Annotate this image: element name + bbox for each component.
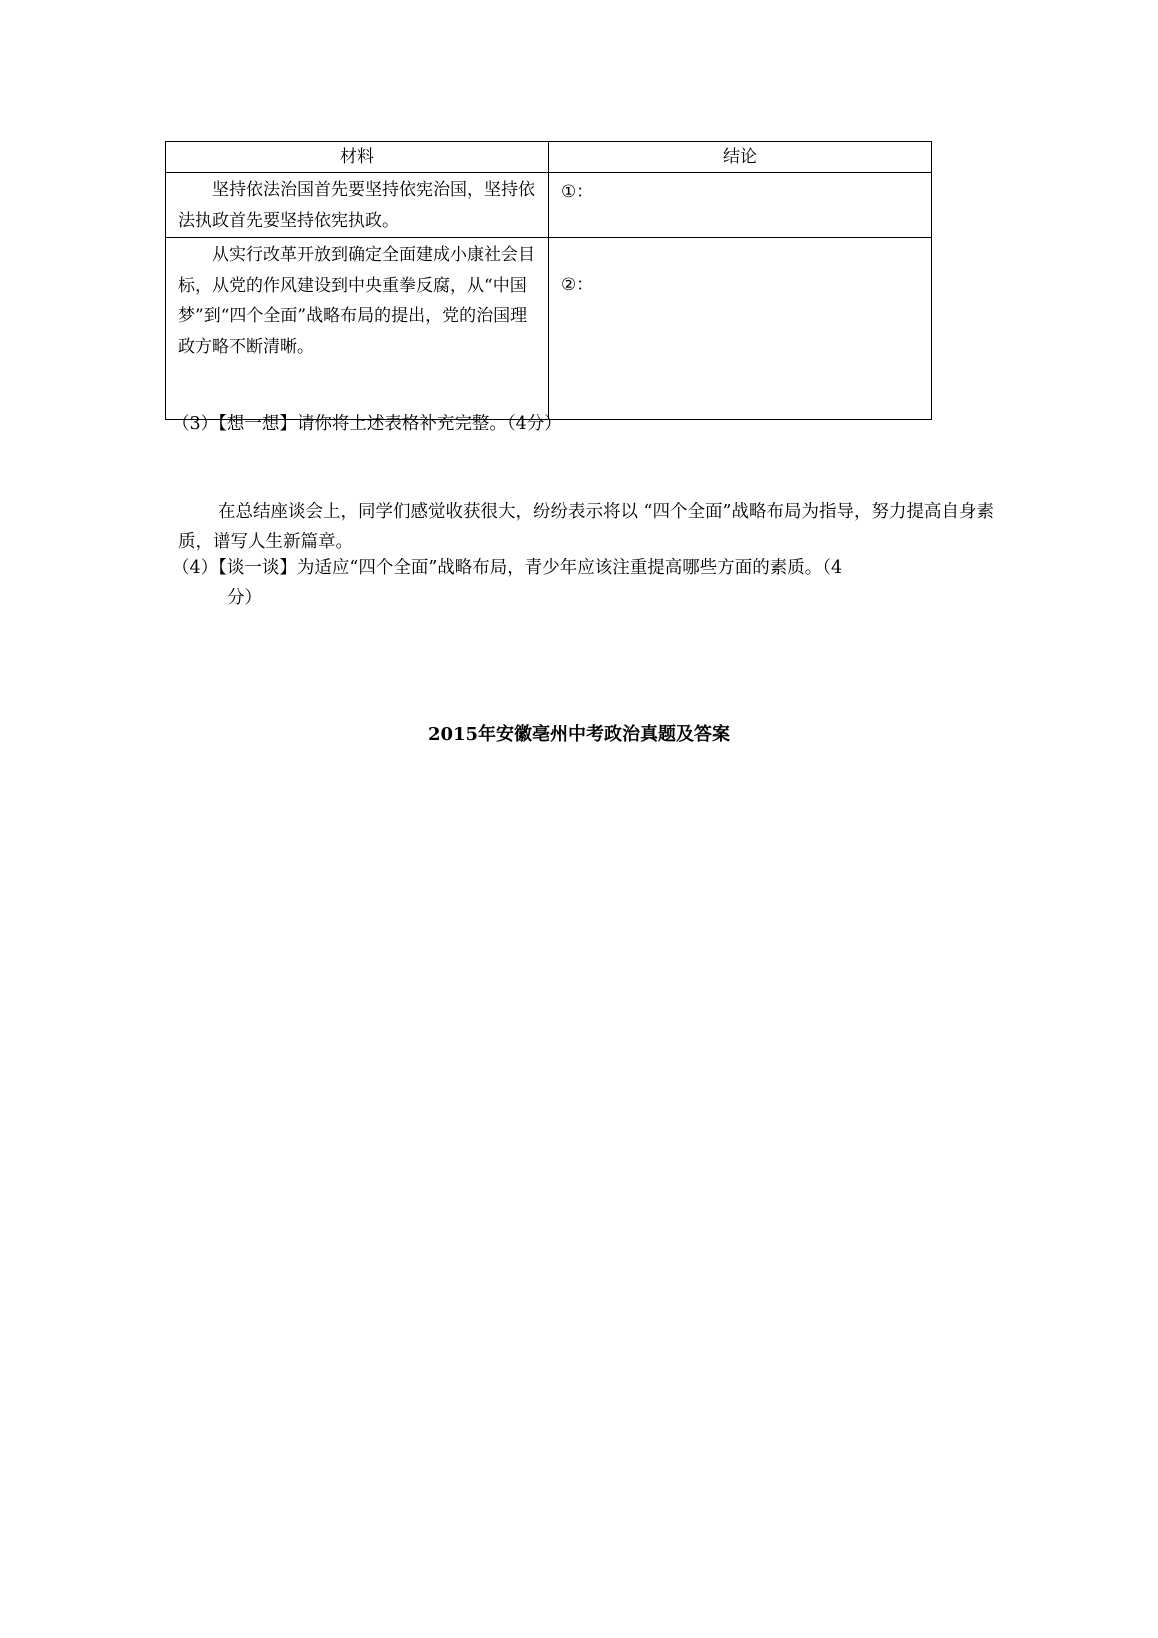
header-conclusion: 结论 <box>549 142 932 173</box>
material-cell <box>166 238 549 420</box>
table-row <box>166 173 932 238</box>
table-row <box>166 238 932 420</box>
section-title: 2015年安徽亳州中考政治真题及答案 <box>427 724 731 745</box>
conclusion-text: ②： <box>561 275 594 295</box>
question-3: （3）【想一想】请你将上述表格补充完整。（4分） <box>172 414 562 434</box>
material-text: 坚持依法治国首先要坚持依宪治国，坚持依法执政首先要坚持依宪执政。 <box>178 180 535 231</box>
question-4-line-1: （4）【谈一谈】为适应“四个全面”战略布局，青少年应该注重提高哪些方面的素质。（4 <box>172 558 843 578</box>
table-header-row <box>166 142 932 173</box>
question-4 <box>172 553 997 613</box>
material-conclusion-table <box>165 141 932 420</box>
summary-text: 在总结座谈会上，同学们感觉收获很大，纷纷表示将以 “四个全面”战略布局为指导，努力提高自身素质，谱写人生新篇章。 <box>178 502 994 552</box>
conclusion-cell <box>549 238 932 420</box>
conclusion-text: ①： <box>561 182 594 202</box>
question-4-line-2: 分） <box>227 588 262 608</box>
conclusion-cell <box>549 173 932 238</box>
header-material: 材料 <box>166 142 549 173</box>
material-text: 从实行改革开放到确定全面建成小康社会目标，从党的作风建设到中央重拳反腐，从“中国梦”到“四个全面”战略布局的提出，党的治国理政方略不断清晰。 <box>178 245 535 357</box>
material-cell <box>166 173 549 238</box>
summary-paragraph <box>178 497 1003 557</box>
